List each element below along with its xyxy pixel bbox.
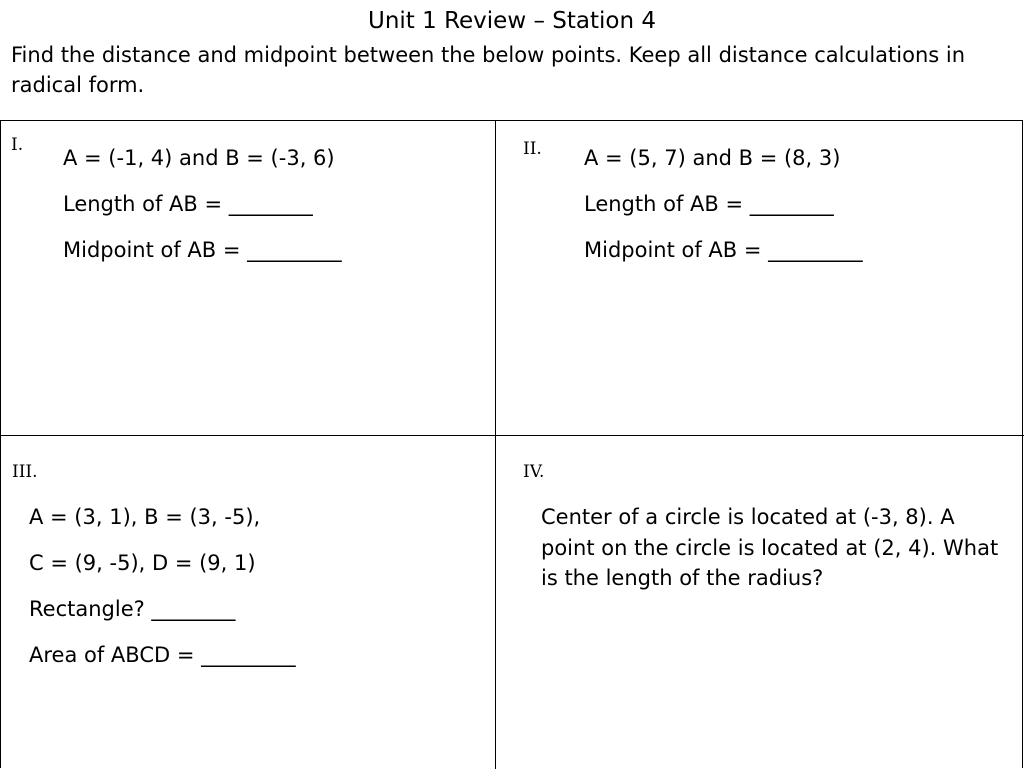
problem-3-label: III. — [12, 462, 38, 482]
worksheet-title: Unit 1 Review – Station 4 — [368, 8, 656, 34]
problem-3-points-line-2: C = (9, -5), D = (9, 1) — [29, 551, 256, 575]
grid-horizontal-divider — [1, 435, 1024, 436]
problem-4-question: Center of a circle is located at (-3, 8). A point on the circle is located at (2, 4). What is the length of the radius? — [541, 505, 999, 590]
problem-1-label: I. — [11, 135, 24, 155]
problem-1-midpoint-prompt: Midpoint of AB = _________ — [63, 238, 342, 262]
problem-1-points: A = (-1, 4) and B = (-3, 6) — [63, 146, 335, 170]
problem-4-label: IV. — [523, 462, 545, 482]
problem-3-rectangle-prompt: Rectangle? ________ — [29, 597, 236, 621]
problem-1-length-prompt: Length of AB = ________ — [63, 192, 313, 216]
problem-2-label: II. — [523, 139, 542, 159]
problem-grid — [0, 120, 1023, 768]
problem-3-points-line-1: A = (3, 1), B = (3, -5), — [29, 505, 261, 529]
problem-3-area-prompt: Area of ABCD = _________ — [29, 643, 296, 667]
grid-vertical-divider — [495, 121, 496, 769]
problem-2-points: A = (5, 7) and B = (8, 3) — [584, 146, 841, 170]
instructions-text: Find the distance and midpoint between the below points. Keep all distance calculations in radical form. — [11, 43, 966, 97]
problem-2-length-prompt: Length of AB = ________ — [584, 192, 834, 216]
problem-2-midpoint-prompt: Midpoint of AB = _________ — [584, 238, 863, 262]
